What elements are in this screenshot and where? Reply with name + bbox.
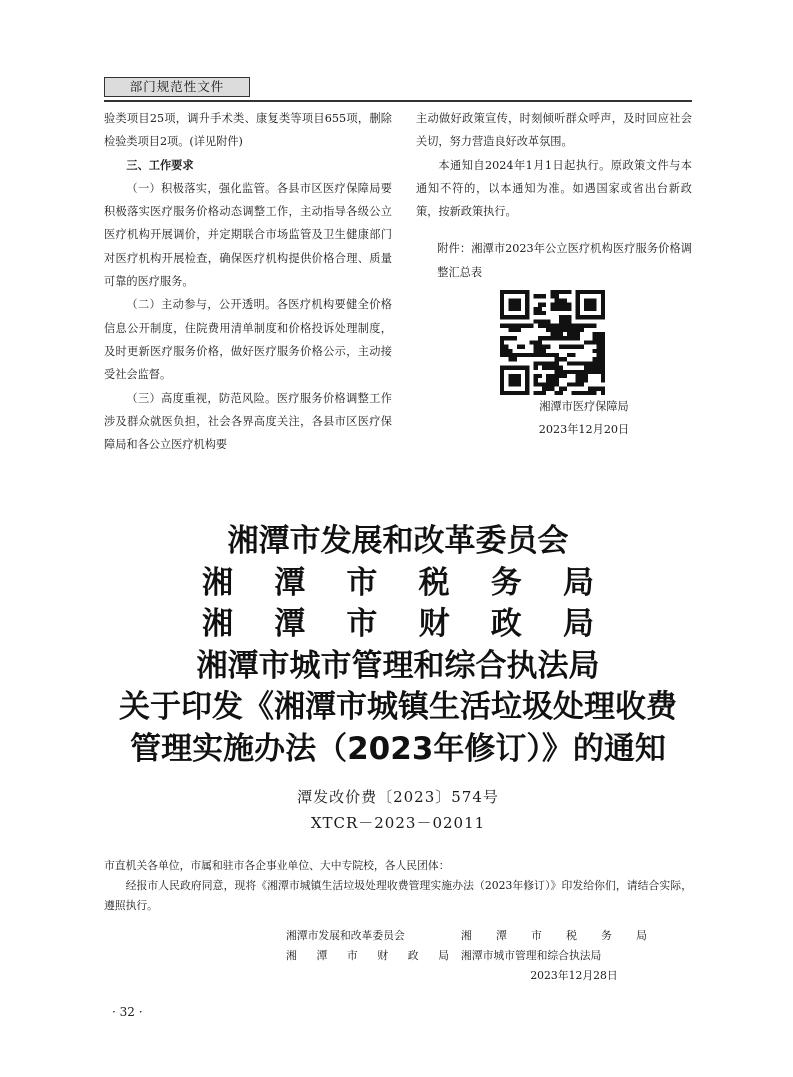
org-finance-bureau: 湘 潭 市 财 政 局 — [286, 949, 449, 962]
document-number: 潭发改价费〔2023〕574号 — [297, 788, 499, 806]
left-column — [104, 107, 392, 456]
document-code: XTCR－2023－02011 — [310, 814, 486, 832]
org-urban-management: 湘潭市城市管理和综合执法局 — [461, 949, 602, 962]
title-line-5: 关于印发《湘潭市城镇生活垃圾处理收费 — [119, 689, 677, 725]
section-heading-work-requirements: 三、工作要求 — [126, 158, 194, 172]
left-paragraph-3: （二）主动参与，公开透明。各医疗机构要健全价格信息公开制度，住院费用清单制度和价格投诉处理制度，及时更新医疗服务价格，做好医疗服务价格公示，主动接受社会监督。 — [104, 298, 392, 382]
title-line-2: 湘 潭 市 税 务 局 — [202, 564, 594, 601]
left-paragraph-2: （一）积极落实，强化监管。各县市区医疗保障局要积极落实医疗服务价格动态调整工作，主动指导各级公立医疗机构开展调价，并定期联合市场监管及卫生健康部门对医疗机构开展检查，确保医疗机构提供价格合理、质量可靠的医疗服务。 — [104, 181, 392, 289]
title-line-1: 湘潭市发展和改革委员会 — [227, 523, 569, 559]
notice-text: 经报市人民政府同意，现将《湘潭市城镇生活垃圾处理收费管理实施办法（2023年修订）》印发给你们，请结合实际，遵照执行。 — [104, 879, 692, 912]
section-tag: 部门规范性文件 — [104, 77, 250, 97]
right-column — [416, 107, 692, 442]
left-paragraph-1: 验类项目25项，调升手术类、康复类等项目655项，删除检验类项目2项。(详见附件) — [104, 112, 392, 149]
recipients: 市直机关各单位，市属和驻市各企事业单位、大中专院校，各人民团体： — [104, 859, 450, 872]
right-paragraph-1: 主动做好政策宣传，时刻倾听群众呼声，及时回应社会关切，努力营造良好改革氛围。 — [416, 112, 692, 149]
page-number: · 32 · — [112, 1005, 143, 1019]
left-paragraph-4: （三）高度重视，防范风险。医疗服务价格调整工作涉及群众就医负担，社会各界高度关注，各县市区医疗保障局和各公立医疗机构要 — [104, 391, 392, 452]
attachment-note: 附件：湘潭市2023年公立医疗机构医疗服务价格调整汇总表 — [437, 242, 692, 279]
issue-date: 2023年12月20日 — [538, 423, 630, 437]
qr-code-image[interactable] — [500, 290, 605, 395]
issuing-organizations — [286, 926, 692, 986]
title-line-4: 湘潭市城市管理和综合执法局 — [196, 647, 600, 684]
document-numbers — [104, 784, 692, 836]
notice-date: 2023年12月28日 — [530, 969, 618, 982]
header-divider — [104, 100, 692, 102]
notice-title — [104, 521, 692, 770]
org-tax-bureau: 湘 潭 市 税 务 局 — [461, 929, 647, 942]
org-development-reform: 湘潭市发展和改革委员会 — [286, 929, 405, 942]
title-line-3: 湘 潭 市 财 政 局 — [202, 606, 594, 642]
issuer-name: 湘潭市医疗保障局 — [539, 400, 629, 414]
title-line-6: 管理实施办法（2023年修订）》的通知 — [130, 730, 666, 767]
notice-body — [104, 856, 692, 916]
right-paragraph-2: 本通知自2024年1月1日起执行。原政策文件与本通知不符的，以本通知为准。如遇国家或省出台新政策，按新政策执行。 — [416, 158, 692, 219]
